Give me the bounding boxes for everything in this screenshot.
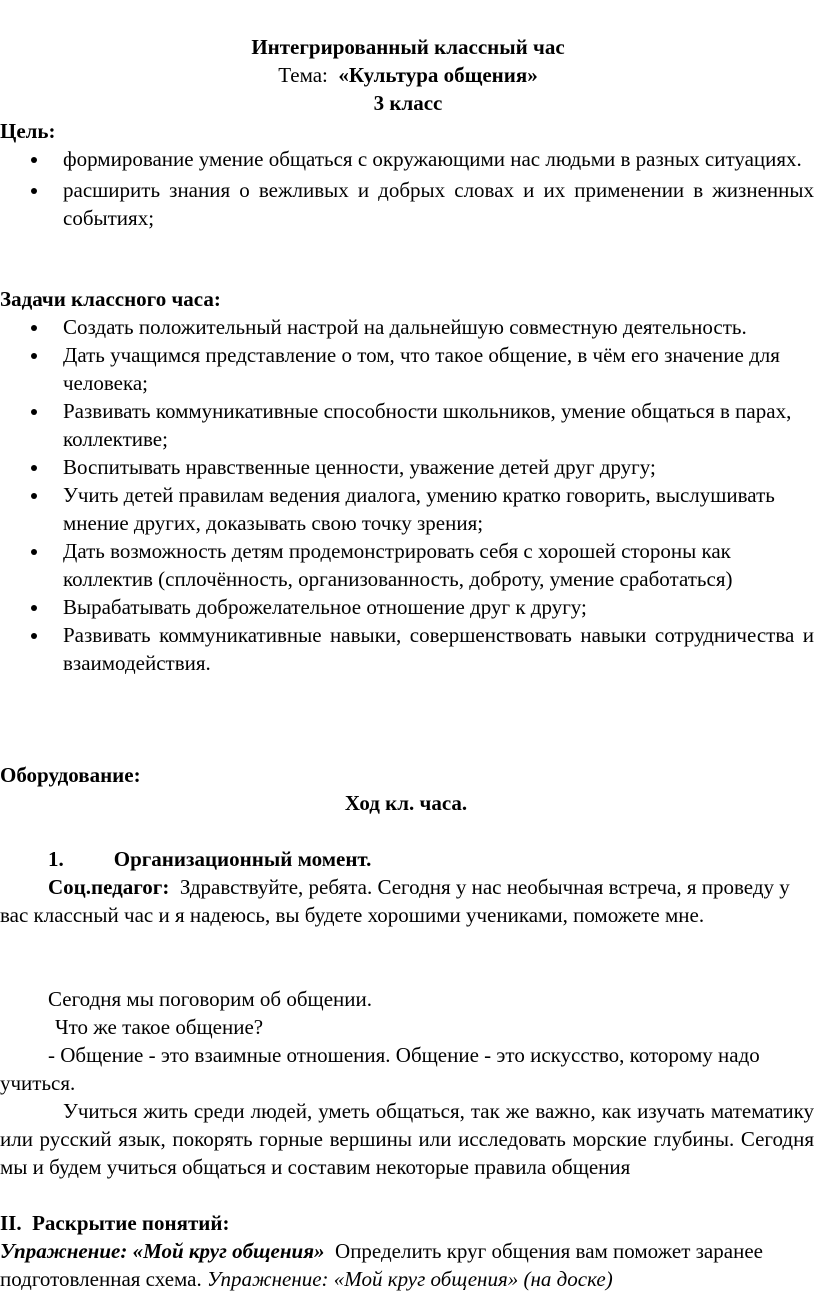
goal-heading: Цель: [0,119,56,143]
goal-list [0,145,816,232]
topic-line [0,61,816,89]
greeting-paragraph [0,873,814,929]
list-item: Вырабатывать доброжелательное отношение друг к другу; [0,593,816,621]
definition-paragraph: - Общение - это взаимные отношения. Общение - это искусство, которому надо учиться. [0,1043,760,1095]
topic-value: «Культура общения» [338,63,538,87]
list-item: Развивать коммуникативные навыки, совершенствовать навыки сотрудничества и взаимодействия. [0,621,816,677]
equipment-heading: Оборудование: [0,763,141,787]
bullet-icon [31,353,37,359]
section1-heading [48,845,371,873]
exercise-title: Упражнение: «Мой круг общения» [0,1239,325,1263]
intro-line: Сегодня мы поговорим об общении. [48,987,373,1011]
bullet-icon [31,493,37,499]
section1-title: Организационный момент. [113,847,372,871]
list-item: Учить детей правилам ведения диалога, умению кратко говорить, выслушивать мнение других, доказывать свою точку зрения; [0,481,816,537]
question-line: Что же такое общение? [55,1015,264,1039]
bullet-icon [31,549,37,555]
bullet-icon [31,409,37,415]
section2-title: Раскрытие понятий: [32,1211,230,1235]
list-item: Дать учащимся представление о том, что такое общение, в чём его значение для человека; [0,341,816,397]
exercise-paragraph [0,1237,814,1293]
learning-paragraph: Учиться жить среди людей, уметь общаться, так же важно, как изучать математику или русский язык, покорять горные вершины или исследовать морские глубины. Сегодня мы и будем учиться общаться и составим некоторые правила общения [0,1099,814,1179]
bullet-icon [31,157,37,163]
list-item: расширить знания о вежливых и добрых словах и их применении в жизненных событиях; [0,176,816,232]
tasks-list [0,313,816,677]
greeting-text: Здравствуйте, ребята. Сегодня у нас необычная встреча, я проведу у вас классный час и я надеюсь, вы будете хорошими учениками, поможете мне. [0,875,790,927]
section2-number: II. [0,1211,22,1235]
list-item: Развивать коммуникативные способности школьников, умение общаться в парах, коллективе; [0,397,816,453]
list-item: Воспитывать нравственные ценности, уважение детей друг другу; [0,453,816,481]
list-item: Создать положительный настрой на дальнейшую совместную деятельность. [0,313,816,341]
topic-label: Тема: [278,63,328,87]
bullet-icon [31,633,37,639]
section2-heading [0,1209,230,1237]
grade-label: 3 класс [373,91,443,115]
list-item: формирование умение общаться с окружающими нас людьми в разных ситуациях. [0,145,816,173]
bullet-icon [31,465,37,471]
tasks-heading: Задачи классного часа: [0,287,221,311]
bullet-icon [31,605,37,611]
exercise-text: Определить круг общения вам поможет заранее подготовленная схема. [0,1239,763,1291]
exercise-note: Упражнение: «Мой круг общения» (на доске) [207,1267,613,1291]
bullet-icon [31,325,37,331]
course-heading: Ход кл. часа. [344,791,468,815]
section1-number: 1. [48,847,64,871]
list-item: Дать возможность детям продемонстрировать себя с хорошей стороны как коллектив (сплочённость, организованность, доброту, умение сработаться) [0,537,816,593]
bullet-icon [31,188,37,194]
speaker-label: Соц.педагог: [48,875,170,899]
document-title: Интегрированный классный час [251,35,565,59]
